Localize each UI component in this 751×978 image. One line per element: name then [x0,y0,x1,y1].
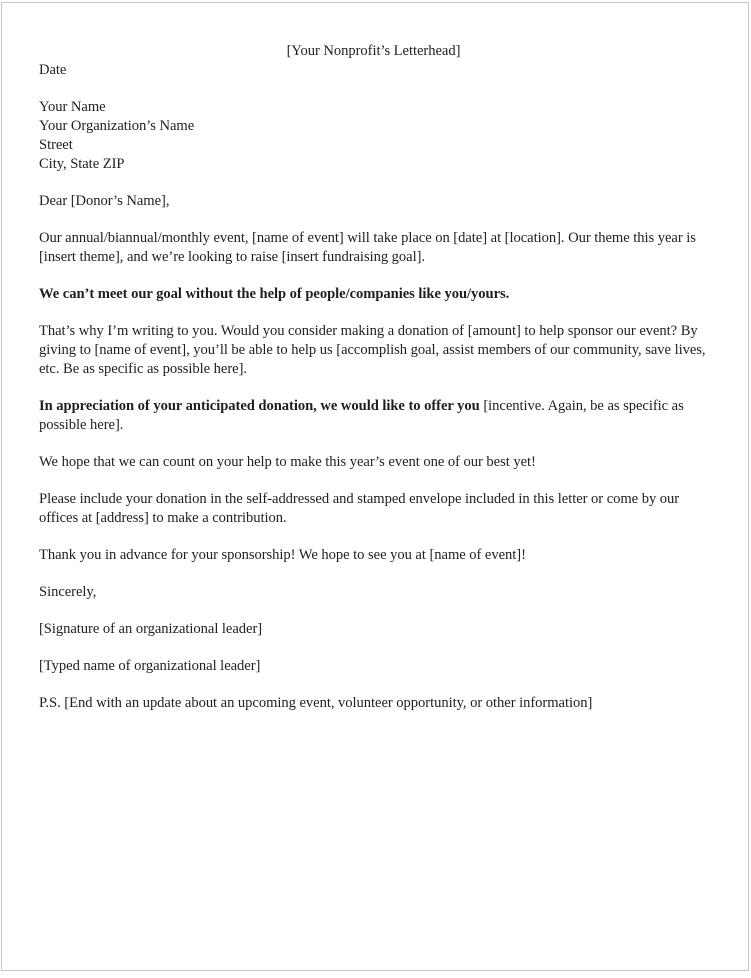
sender-name: Your Name [39,99,106,115]
paragraph-incentive-bold-lead: In appreciation of your anticipated donation, we would like to offer you [39,398,480,414]
typed-name-placeholder: [Typed name of organizational leader] [39,658,261,674]
sender-organization: Your Organization’s Name [39,118,195,134]
paragraph-incentive [39,397,708,435]
salutation: Dear [Donor’s Name], [39,193,170,209]
closing: Sincerely, [39,584,97,600]
paragraph-incentive-placeholder: [incentive. Again, be as specific as possible here]. [39,398,684,433]
date-line: Date [39,62,67,78]
paragraph-envelope: Please include your donation in the self-addressed and stamped envelope included in this letter or come by our offices at [address] to make a contribution. [39,491,680,526]
paragraph-hope: We hope that we can count on your help to make this year’s event one of our best yet! [39,454,536,470]
sender-city-state-zip: City, State ZIP [39,156,125,172]
paragraph-thanks: Thank you in advance for your sponsorship! We hope to see you at [name of event]! [39,547,526,563]
paragraph-goal-emphasis: We can’t meet our goal without the help of people/companies like you/yours. [39,286,510,302]
letter-page [1,2,749,971]
paragraph-donation-ask: That’s why I’m writing to you. Would you consider making a donation of [amount] to help sponsor our event? By giving to [name of event], you’ll be able to help us [accomplish goal, assist members of our community, save lives, etc. Be as specific as possible here]. [39,323,706,377]
postscript: P.S. [End with an update about an upcoming event, volunteer opportunity, or other information] [39,695,593,711]
paragraph-event-intro: Our annual/biannual/monthly event, [name of event] will take place on [date] at [location]. Our theme this year is [insert theme], and we’re looking to raise [insert fundraising goal]. [39,230,696,265]
letterhead-placeholder: [Your Nonprofit’s Letterhead] [286,43,461,59]
signature-placeholder: [Signature of an organizational leader] [39,621,263,637]
sender-street: Street [39,137,73,153]
sender-address-block [39,98,708,174]
